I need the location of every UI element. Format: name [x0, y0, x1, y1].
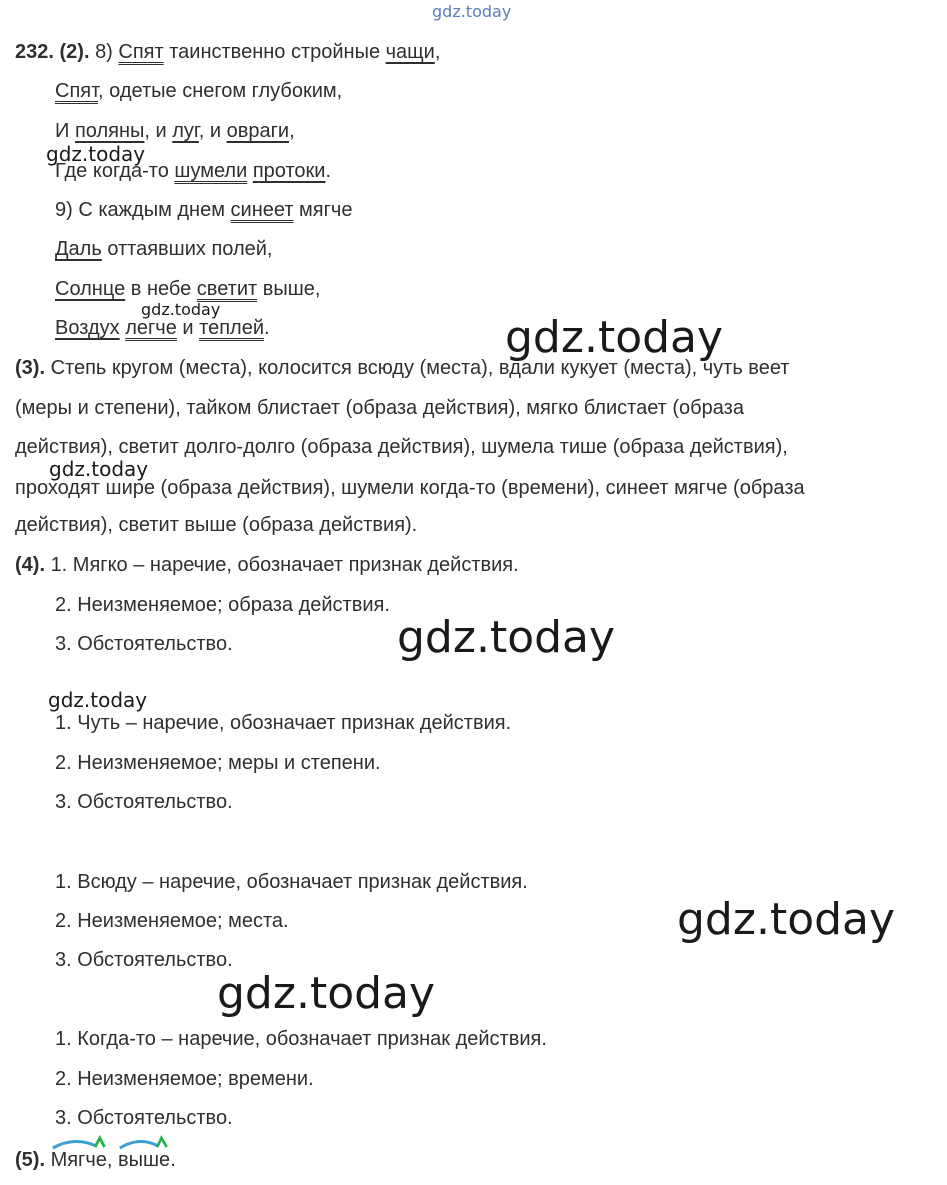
watermark: gdz.today [677, 894, 896, 945]
poem-line [55, 316, 270, 340]
task-number: 232. [15, 41, 54, 63]
watermark: gdz.today [397, 612, 616, 663]
poem-text: в небе [125, 278, 197, 300]
poem-text: и [176, 317, 200, 339]
morpheme-word: выше [118, 1148, 170, 1172]
part4-line: 3. Обстоятельство. [55, 791, 233, 813]
underlined-word: Спят [55, 80, 99, 102]
part4-line: 1. Когда-то – наречие, обозначает признак действия. [55, 1028, 547, 1050]
poem-line [55, 159, 331, 183]
underlined-word: поляны [74, 120, 145, 142]
poem-text: таинственно стройные [163, 41, 386, 63]
poem-text: , и [198, 120, 227, 142]
underlined-word: овраги [226, 120, 290, 142]
part4-line: 1. Чуть – наречие, обозначает признак действия. [55, 712, 512, 734]
part3-line [15, 356, 940, 380]
underlined-word: Спят [118, 41, 164, 63]
underlined-word: чащи [385, 41, 435, 63]
watermark: gdz.today [46, 142, 146, 166]
watermark: gdz.today [217, 968, 436, 1019]
watermark: gdz.today [48, 688, 148, 712]
part2-label: (2). [59, 41, 90, 63]
poem-text: , одетые снегом глубоким, [98, 80, 343, 102]
poem-text: . [264, 317, 270, 339]
poem-text: И [55, 120, 75, 142]
poem-text: мягче [293, 199, 353, 221]
underlined-word: луг [172, 120, 199, 142]
morpheme-mark-icon [118, 1134, 170, 1152]
poem-line [55, 237, 273, 261]
poem-text: 8) [95, 41, 119, 63]
poem-line [55, 198, 352, 222]
poem-text: Где когда-то [55, 160, 175, 182]
poem-line [55, 79, 342, 103]
poem-text: выше, [257, 278, 321, 300]
poem-line [55, 277, 320, 301]
morpheme-word: Мягче [51, 1148, 107, 1172]
watermark: gdz.today [49, 457, 149, 481]
part5-label: (5). [15, 1149, 45, 1171]
part3-line: действия), светит долго-долго (образа действия), шумела тише (образа действия), [15, 436, 788, 458]
morpheme-mark-icon [51, 1134, 107, 1152]
underlined-word: шумели [174, 160, 248, 182]
part3-line: проходят шире (образа действия), шумели когда-то (времени), синеет мягче (образа [15, 477, 805, 499]
part3-line: действия), светит выше (образа действия). [15, 514, 418, 536]
underlined-word: Даль [55, 238, 102, 260]
underlined-word: Воздух [55, 317, 120, 339]
part4-line: (4). 1. Мягко – наречие, обозначает признак действия. [15, 554, 519, 576]
part3-label: (3). [15, 357, 45, 379]
watermark: gdz.today [505, 312, 724, 363]
part4-line: 3. Обстоятельство. [55, 949, 233, 971]
part3-line: (меры и степени), тайком блистает (образа действия), мягко блистает (образа [15, 397, 744, 419]
part2-line-1 [15, 40, 440, 64]
part4-line: 2. Неизменяемое; меры и степени. [55, 752, 381, 774]
poem-text: . [325, 160, 332, 182]
part3-text: Степь кругом (места), колосится всюду (места), вдали кукует (места), чуть веет [50, 357, 790, 379]
part4-line: 2. Неизменяемое; места. [55, 910, 289, 932]
poem-text: , [434, 41, 441, 63]
poem-text: , [289, 120, 295, 142]
part4-line: 2. Неизменяемое; образа действия. [55, 594, 390, 616]
part5-line: (5). Мягче, выше. [15, 1148, 176, 1172]
poem-line [55, 119, 295, 143]
watermark: gdz.today [432, 2, 512, 21]
poem-text: , и [144, 120, 173, 142]
watermark: gdz.today [141, 300, 221, 319]
underlined-word: Солнце [55, 278, 126, 300]
underlined-word: теплей [199, 317, 264, 339]
poem-line [95, 41, 440, 63]
part4-line: 3. Обстоятельство. [55, 633, 233, 655]
underlined-word: легче [125, 317, 177, 339]
poem-text: оттаявших полей, [101, 238, 273, 260]
part4-line: 3. Обстоятельство. [55, 1107, 233, 1129]
part4-label: (4). [15, 554, 45, 576]
underlined-word: протоки [252, 160, 326, 182]
part4-line: 1. Всюду – наречие, обозначает признак действия. [55, 871, 528, 893]
underlined-word: светит [196, 278, 258, 300]
underlined-word: синеет [230, 199, 294, 221]
part4-line: 2. Неизменяемое; времени. [55, 1068, 314, 1090]
poem-text: 9) С каждым днем [55, 199, 231, 221]
